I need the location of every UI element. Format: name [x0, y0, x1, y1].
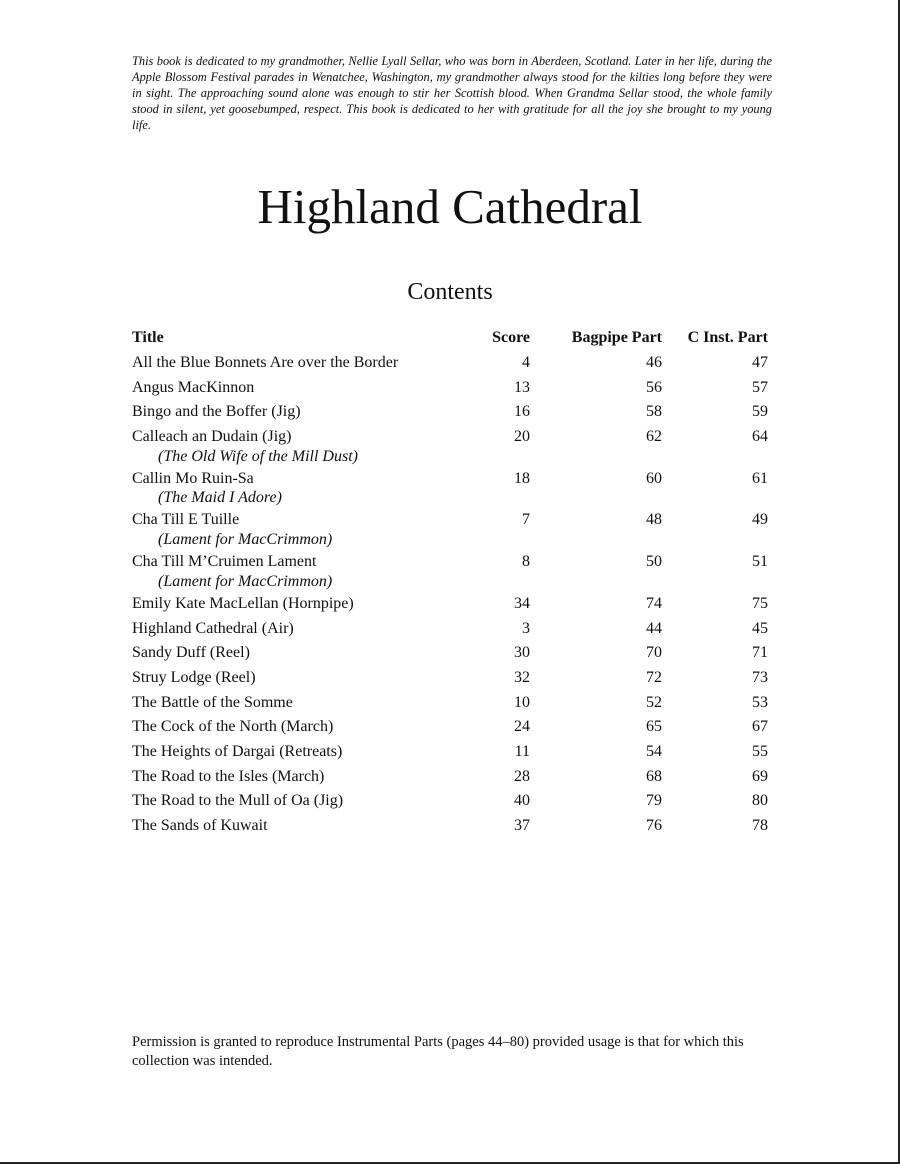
score-page: 16	[514, 403, 530, 421]
bagpipe-page: 52	[646, 693, 662, 711]
header-bagpipe-part: Bagpipe Part	[571, 329, 662, 346]
table-row	[132, 617, 768, 642]
score-page: 10	[514, 693, 530, 711]
c-inst-page: 75	[752, 594, 768, 612]
tune-title: Sandy Duff (Reel)	[132, 644, 250, 662]
bagpipe-page: 60	[646, 469, 662, 487]
table-row	[132, 641, 768, 666]
row-main	[132, 617, 768, 642]
bagpipe-page: 70	[646, 644, 662, 662]
c-inst-page: 53	[752, 693, 768, 711]
tune-title: Bingo and the Boffer (Jig)	[132, 403, 301, 421]
c-inst-page: 61	[752, 469, 768, 487]
score-page: 34	[514, 594, 530, 612]
tune-subtitle: (Lament for MacCrimmon)	[158, 572, 333, 590]
table-row	[132, 691, 768, 716]
header-score: Score	[492, 329, 530, 346]
header-c-inst-part: C Inst. Part	[687, 329, 768, 346]
bagpipe-page: 50	[646, 553, 662, 571]
bagpipe-page: 44	[646, 619, 662, 637]
row-main	[132, 641, 768, 666]
table-row	[132, 715, 768, 740]
score-page: 4	[522, 354, 530, 371]
score-page: 37	[514, 817, 530, 834]
table-body	[132, 351, 768, 839]
table-row	[132, 765, 768, 790]
bagpipe-page: 65	[646, 718, 662, 736]
tune-subtitle: (The Old Wife of the Mill Dust)	[158, 447, 358, 465]
dedication-paragraph: This book is dedicated to my grandmother, Nellie Lyall Sellar, who was born in Aberdeen, Scotland. Later in her life, during the Apple Blossom Festival parades in Wenatchee, Washington, my grandmother always stood for the kilties long before they were in sight. The approaching sound alone was enough to stir her Scottish blood. When Grandma Sellar stood, the whole family stood in silent, yet goosebumped, respect. This book is dedicated to her with gratitude for all the joy she brought to my young life.	[132, 54, 772, 132]
c-inst-page: 57	[752, 378, 768, 396]
table-row	[132, 425, 768, 467]
tune-title: The Road to the Isles (March)	[132, 767, 325, 785]
row-main	[132, 400, 768, 425]
table-header	[132, 326, 768, 350]
tune-title: The Sands of Kuwait	[132, 817, 268, 834]
c-inst-page: 47	[752, 354, 768, 371]
table-row	[132, 400, 768, 425]
score-page: 28	[514, 767, 530, 785]
tune-title: Callin Mo Ruin-Sa	[132, 469, 254, 487]
tune-title: All the Blue Bonnets Are over the Border	[132, 354, 399, 371]
tune-title: Calleach an Dudain (Jig)	[132, 428, 292, 446]
row-main	[132, 740, 768, 765]
row-main	[132, 376, 768, 401]
table-row	[132, 666, 768, 691]
table-row	[132, 351, 768, 376]
tune-title: Angus MacKinnon	[132, 378, 255, 396]
row-main	[132, 691, 768, 716]
c-inst-page: 49	[752, 511, 768, 529]
permission-notice: Permission is granted to reproduce Instrumental Parts (pages 44–80) provided usage is that for which this collection was intended.	[132, 1034, 744, 1069]
bagpipe-page: 72	[646, 668, 662, 686]
row-main	[132, 351, 768, 376]
c-inst-page: 51	[752, 553, 768, 571]
tune-subtitle: (The Maid I Adore)	[158, 489, 282, 507]
tune-title: Highland Cathedral (Air)	[132, 619, 294, 637]
c-inst-page: 45	[752, 619, 768, 637]
bagpipe-page: 79	[646, 792, 662, 810]
tune-title: Struy Lodge (Reel)	[132, 668, 256, 686]
tune-title: The Battle of the Somme	[132, 693, 293, 711]
table-row	[132, 376, 768, 401]
score-page: 32	[514, 668, 530, 686]
bagpipe-page: 62	[646, 428, 662, 446]
tune-title: Emily Kate MacLellan (Hornpipe)	[132, 594, 354, 612]
table-row	[132, 550, 768, 592]
c-inst-page: 64	[752, 428, 768, 446]
page-title: Highland Cathedral	[257, 179, 643, 234]
score-page: 13	[514, 378, 530, 396]
bagpipe-page: 76	[646, 817, 662, 834]
c-inst-page: 69	[752, 767, 768, 785]
row-main	[132, 666, 768, 691]
tune-title: Cha Till M’Cruimen Lament	[132, 553, 317, 571]
c-inst-page: 67	[752, 718, 768, 736]
table-row	[132, 508, 768, 550]
score-page: 30	[514, 644, 530, 662]
score-page: 40	[514, 792, 530, 810]
c-inst-page: 78	[752, 817, 768, 834]
score-page: 11	[514, 742, 530, 760]
table-row	[132, 789, 768, 814]
row-main	[132, 592, 768, 617]
bagpipe-page: 46	[646, 354, 662, 371]
table-row	[132, 814, 768, 839]
tune-subtitle: (Lament for MacCrimmon)	[158, 531, 333, 549]
row-main	[132, 765, 768, 790]
row-main	[132, 814, 768, 839]
score-page: 18	[514, 469, 530, 487]
row-main	[132, 715, 768, 740]
contents-table	[132, 326, 768, 839]
bagpipe-page: 68	[646, 767, 662, 785]
table-row	[132, 592, 768, 617]
row-main	[132, 789, 768, 814]
c-inst-page: 73	[752, 668, 768, 686]
bagpipe-page: 48	[646, 511, 662, 529]
table-row	[132, 467, 768, 509]
tune-title: The Road to the Mull of Oa (Jig)	[132, 792, 344, 810]
score-page: 8	[522, 553, 530, 571]
bagpipe-page: 54	[646, 742, 662, 760]
c-inst-page: 59	[752, 403, 768, 421]
bagpipe-page: 56	[646, 378, 662, 396]
c-inst-page: 55	[752, 742, 768, 760]
score-page: 7	[522, 511, 530, 529]
score-page: 3	[522, 619, 530, 637]
table-row	[132, 740, 768, 765]
bagpipe-page: 58	[646, 403, 662, 421]
tune-title: Cha Till E Tuille	[132, 511, 240, 529]
contents-heading: Contents	[407, 279, 493, 305]
c-inst-page: 71	[752, 644, 768, 662]
tune-title: The Heights of Dargai (Retreats)	[132, 742, 343, 760]
bagpipe-page: 74	[646, 594, 662, 612]
score-page: 24	[514, 718, 530, 736]
score-page: 20	[514, 428, 530, 446]
c-inst-page: 80	[752, 792, 768, 810]
tune-title: The Cock of the North (March)	[132, 718, 334, 736]
header-title: Title	[132, 329, 164, 346]
